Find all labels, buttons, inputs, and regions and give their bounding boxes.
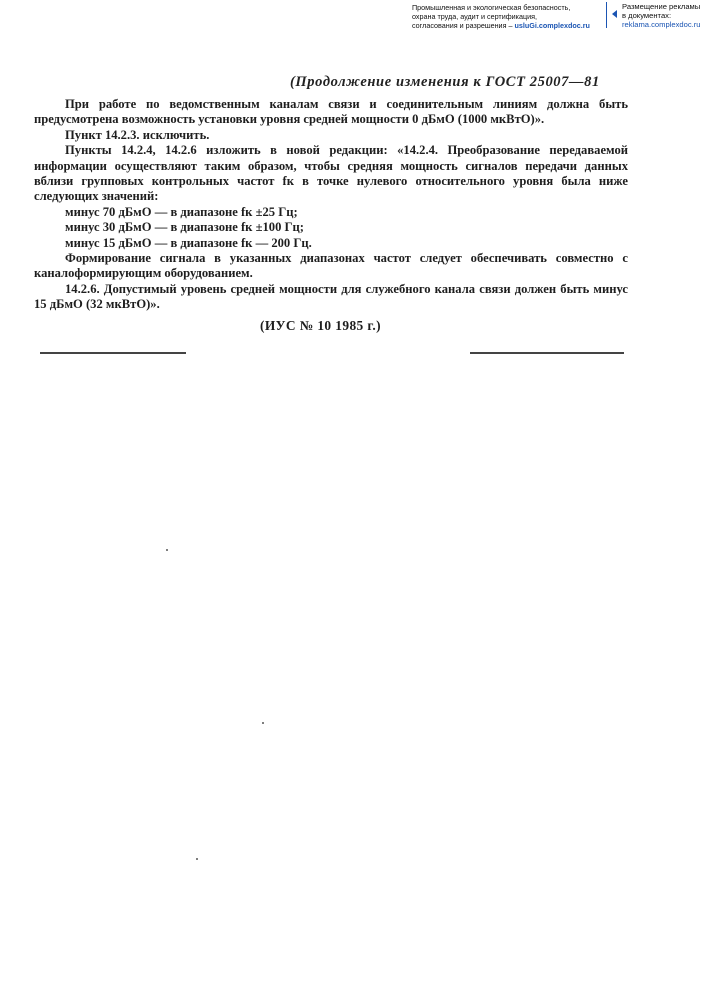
list-item: минус 70 дБмО — в диапазоне fк ±25 Гц; <box>65 204 298 219</box>
divider-line <box>470 352 624 354</box>
paragraph: Пункты 14.2.4, 14.2.6 изложить в новой редакции: «14.2.4. Преобразование передаваемой информации осуществляют таким образом, чтобы средняя мощность сигналов передачи данных вблизи групповых контрольных частот fк в точке нулевого относительного уровня была ниже следующих значений: <box>34 143 628 204</box>
header-left-block <box>412 3 602 30</box>
header-right-block <box>622 2 711 29</box>
header-left-line: Промышленная и экологическая безопасность, <box>412 3 571 12</box>
ius-reference: (ИУС № 10 1985 г.) <box>260 318 381 333</box>
list-item: минус 15 дБмО — в диапазоне fк — 200 Гц. <box>65 235 312 250</box>
paragraph: Пункт 14.2.3. исключить. <box>65 127 210 142</box>
uslugi-link[interactable]: usluGi.complexdoc.ru <box>514 21 590 30</box>
divider-line <box>40 352 186 354</box>
list-item: минус 30 дБмО — в диапазоне fк ±100 Гц; <box>65 220 304 235</box>
continuation-heading: (Продолжение изменения к ГОСТ 25007—81 <box>290 74 600 90</box>
scan-speck <box>166 549 168 551</box>
scan-speck <box>196 858 198 860</box>
header-right-line: Размещение рекламы <box>622 2 701 11</box>
header-left-line: охрана труда, аудит и сертификация, <box>412 12 537 21</box>
scan-speck <box>262 722 264 724</box>
header-divider <box>606 2 607 28</box>
arrow-left-icon <box>612 10 617 18</box>
header-right-line: в документах: <box>622 11 672 20</box>
header-left-line <box>412 21 602 30</box>
paragraph: При работе по ведомственным каналам связи и соединительным линиям должна быть предусмотрена возможность установки уровня средней мощности 0 дБмО (1000 мкВтО)». <box>34 97 628 127</box>
paragraph: Формирование сигнала в указанных диапазонах частот следует обеспечивать совместно с каналоформирующим оборудованием. <box>34 251 628 281</box>
paragraph: 14.2.6. Допустимый уровень средней мощности для служебного канала связи должен быть минус 15 дБмО (32 мкВтО)». <box>34 281 628 312</box>
document-body <box>34 97 628 313</box>
header-left-line-text: согласования и разрешения – <box>412 21 515 30</box>
reklama-link[interactable]: reklama.complexdoc.ru <box>622 20 701 29</box>
